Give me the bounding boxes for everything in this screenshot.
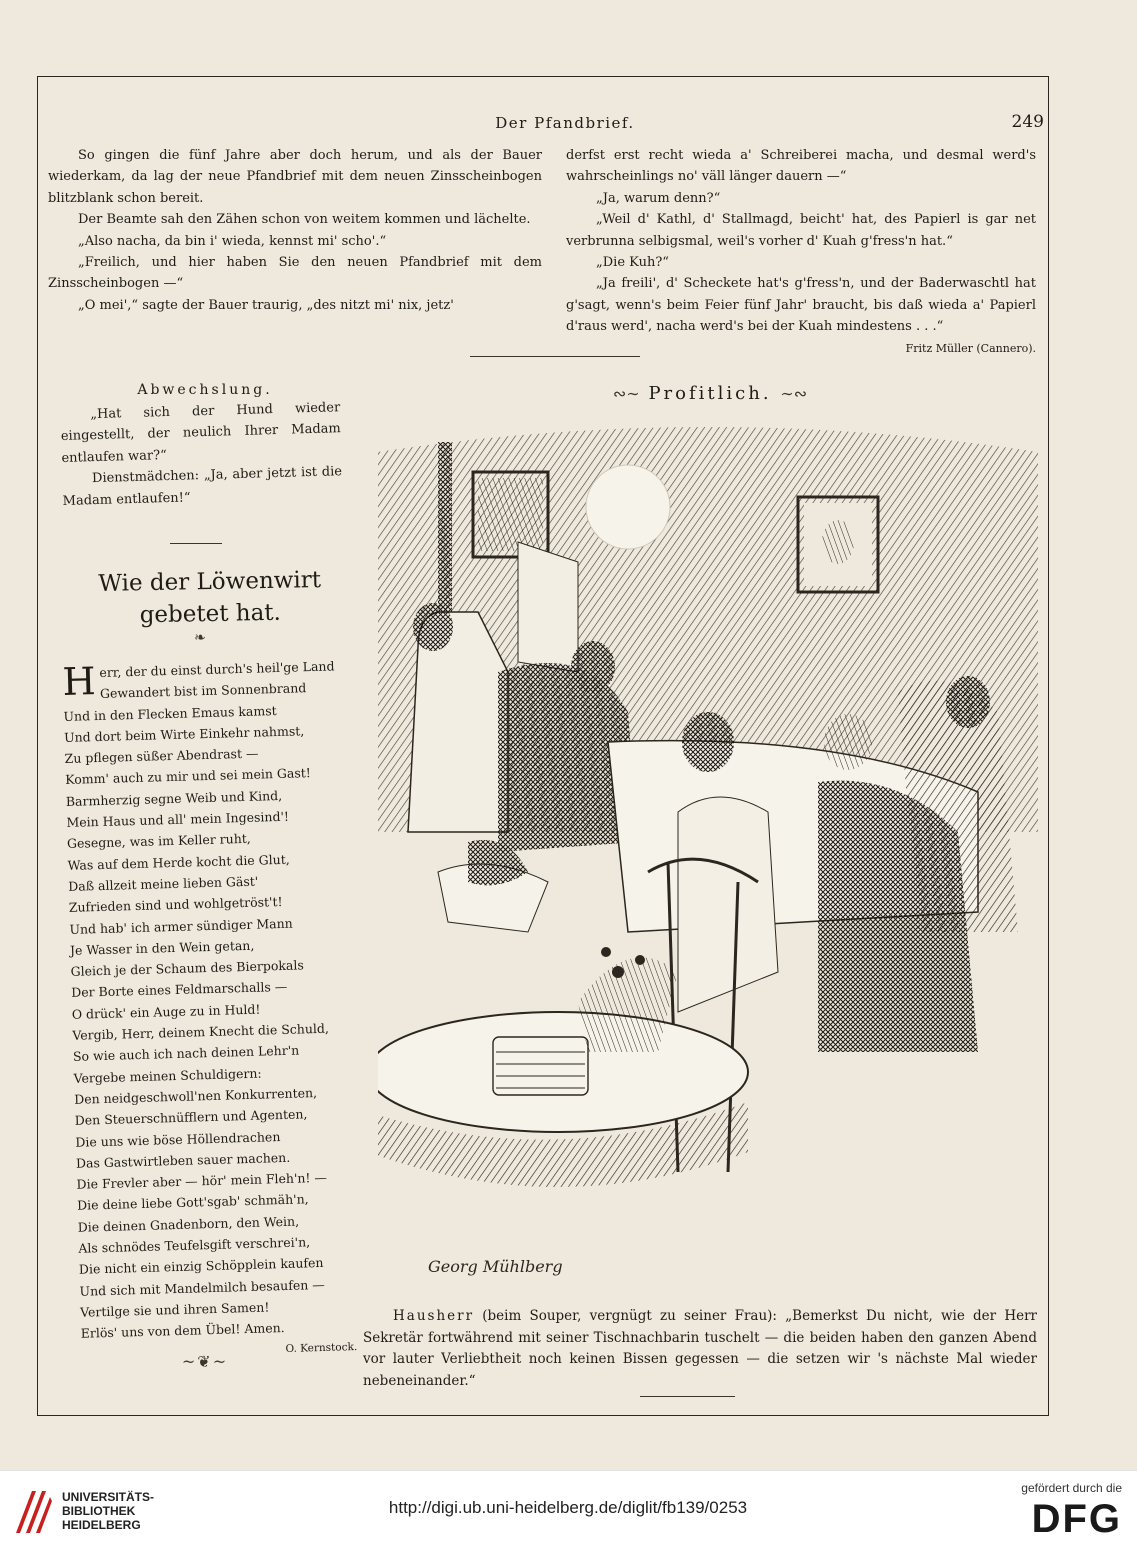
poem-line: Die Frevler aber — hör' mein Fleh'n! —	[76, 1169, 328, 1192]
poem-line: Den neidgeschwoll'nen Konkurrenten,	[73, 1084, 318, 1107]
poem-line: So wie auch ich nach deinen Lehr'n	[72, 1042, 300, 1065]
tailpiece-ornament-icon: ~❦~	[181, 1352, 229, 1371]
paragraph: „Also nacha, da bin i' wieda, kennst mi' scho'.“	[78, 233, 387, 249]
poem-line: Barmherzig segne Weib und Kind,	[65, 787, 283, 809]
poem-line: Je Wasser in den Wein getan,	[69, 937, 255, 958]
poem-line: Gleich je der Schaum des Bierpokals	[70, 957, 305, 980]
section-title: Profitlich.	[648, 383, 772, 404]
poem-line: Den Steuerschnüfflern und Agenten,	[74, 1106, 308, 1129]
section-divider	[640, 1396, 735, 1397]
poem-line: Und sich mit Mandelmilch besaufen —	[79, 1276, 325, 1299]
section-title-profitlich	[590, 383, 830, 404]
poem-line: O drück' ein Auge zu in Huld!	[71, 1001, 261, 1022]
poem-signature: O. Kernstock.	[285, 1340, 358, 1355]
poem-title-line: gebetet hat.	[139, 599, 282, 629]
paragraph: „Ja freili', d' Scheckete hat's g'fress'n, und der Baderwaschtl hat g'sagt, wenn's beim Feier fünf Jahr' braucht, bis daß wieda a' Papierl d'raus werd', nacha werd's bei der Kuah mindestens . . .“	[566, 276, 1036, 335]
paragraph: „Ja, warum denn?“	[596, 190, 721, 206]
fleuron-ornament-icon: ❧	[194, 630, 206, 646]
section-divider	[170, 543, 222, 544]
university-library-logo-icon	[12, 1487, 54, 1537]
poem-line: Das Gastwirtleben sauer machen.	[75, 1149, 291, 1171]
author-signature: Fritz Müller (Cannero).	[905, 341, 1036, 355]
drop-cap: H	[61, 659, 97, 704]
caption-text: (beim Souper, vergnügt zu seiner Frau): „Bemerkst Du nicht, wie der Herr Sekretär fortwährend mit seiner Tischnachbarin tuschelt — die beiden haben den ganzen Abend vor lauter Verliebtheit noch keinen Bissen gegessen — die setzen wir 's nächste Mal wieder nebeneinander.“	[363, 1308, 1037, 1389]
section-divider	[470, 356, 640, 357]
paragraph: derfst erst recht wieda a' Schreiberei macha, und desmal werd's wahrscheinlings no' väll länger dauern —“	[566, 148, 1036, 185]
poem-line: Vertilge sie und ihren Samen!	[79, 1299, 270, 1320]
poem-line: Komm' auch zu mir und sei mein Gast!	[65, 765, 312, 788]
paragraph: Der Beamte sah den Zähen schon von weitem kommen und lächelte.	[78, 212, 531, 228]
poem-line: Die uns wie böse Höllendrachen	[75, 1128, 281, 1150]
poem-line: Die deinen Gnadenborn, den Wein,	[77, 1213, 300, 1235]
poem-line: Der Borte eines Feldmarschalls —	[71, 979, 288, 1001]
poem-title-line: Wie der Löwenwirt	[98, 567, 322, 597]
poem-line: Die deine liebe Gott'sgab' schmäh'n,	[76, 1191, 309, 1214]
poem-line: err, der du einst durch's heil'ge Land	[99, 658, 335, 680]
institution-name	[62, 1490, 154, 1532]
poem-line: Daß allzeit meine lieben Gäst'	[68, 873, 259, 894]
paragraph: „Hat sich der Hund wieder eingestellt, der neulich Ihrer Madam entlaufen war?“	[60, 400, 341, 466]
poem-line: Und hab' ich armer sündiger Mann	[69, 915, 293, 937]
abwechslung-text	[60, 397, 343, 512]
poem-line: Was auf dem Herde kocht die Glut,	[67, 851, 290, 873]
paragraph: „Die Kuh?“	[596, 255, 669, 271]
digitization-footer	[0, 1470, 1137, 1556]
pfandbrief-right-column	[566, 145, 1036, 359]
poem-body	[62, 655, 362, 1365]
poem-line: Mein Haus und all' mein Ingesind'!	[66, 808, 290, 831]
institution-line: UNIVERSITÄTS-	[62, 1490, 155, 1504]
poem-line: Und in den Flecken Emaus kamst	[63, 702, 277, 724]
poem-line: Und dort beim Wirte Einkehr nahmst,	[63, 723, 305, 745]
funding-label: gefördert durch die	[1021, 1481, 1122, 1495]
illustration-caption	[363, 1306, 1037, 1392]
poem-line: Vergebe meinen Schuldigern:	[73, 1065, 262, 1086]
right-flourish-icon: ∼∾	[780, 384, 808, 403]
poem-line: Die nicht ein einzig Schöpplein kaufen	[78, 1255, 324, 1278]
poem-line: Zufrieden sind und wohlgetröst't!	[68, 894, 283, 916]
poem-line: Als schnödes Teufelsgift verschrei'n,	[78, 1234, 311, 1256]
poem-line: Erlös' uns von dem Übel! Amen.	[80, 1320, 285, 1341]
dfg-logo: DFG	[1031, 1497, 1122, 1541]
left-flourish-icon: ∾∼	[612, 384, 640, 403]
pfandbrief-left-column	[48, 145, 542, 316]
permalink-url[interactable]: http://digi.ub.uni-heidelberg.de/diglit/fb139/0253	[388, 1498, 748, 1517]
section-title: Abwechslung.	[137, 382, 273, 398]
paragraph: So gingen die fünf Jahre aber doch herum, und als der Bauer wiederkam, da lag der neue Pfandbrief mit dem neuen Zinsscheinbogen blitzblank schon bereit.	[48, 148, 542, 206]
running-title: Der Pfandbrief.	[495, 114, 635, 132]
paragraph: „Weil d' Kathl, d' Stallmagd, beicht' hat, des Papierl is gar net verbrunna selbigsmal, weil's vorher d' Kuah g'fress'n hat.“	[566, 212, 1036, 249]
institution-line: BIBLIOTHEK	[62, 1504, 136, 1518]
institution-line: HEIDELBERG	[62, 1518, 141, 1532]
poem-line: Zu pflegen süßer Abendrast —	[64, 745, 259, 767]
caption-speaker: Hausherr	[393, 1308, 475, 1324]
paragraph: „O mei',“ sagte der Bauer traurig, „des nitzt mi' nix, jetz'	[78, 297, 454, 313]
paragraph: Dienstmädchen: „Ja, aber jetzt ist die Madam entlaufen!“	[62, 464, 343, 509]
poem-line: Vergib, Herr, deinem Knecht die Schuld,	[72, 1020, 330, 1043]
poem-line: Gewandert bist im Sonnenbrand	[99, 680, 307, 702]
artist-signature: Georg Mühlberg	[428, 1257, 563, 1276]
poem-line: Gesegne, was im Keller ruht,	[66, 831, 251, 852]
dinner-party-illustration	[378, 412, 1038, 1300]
page-number: 249	[1011, 112, 1044, 132]
paragraph: „Freilich, und hier haben Sie den neuen Pfandbrief mit dem Zinsscheinbogen —“	[48, 255, 542, 292]
poem-title	[59, 563, 360, 632]
